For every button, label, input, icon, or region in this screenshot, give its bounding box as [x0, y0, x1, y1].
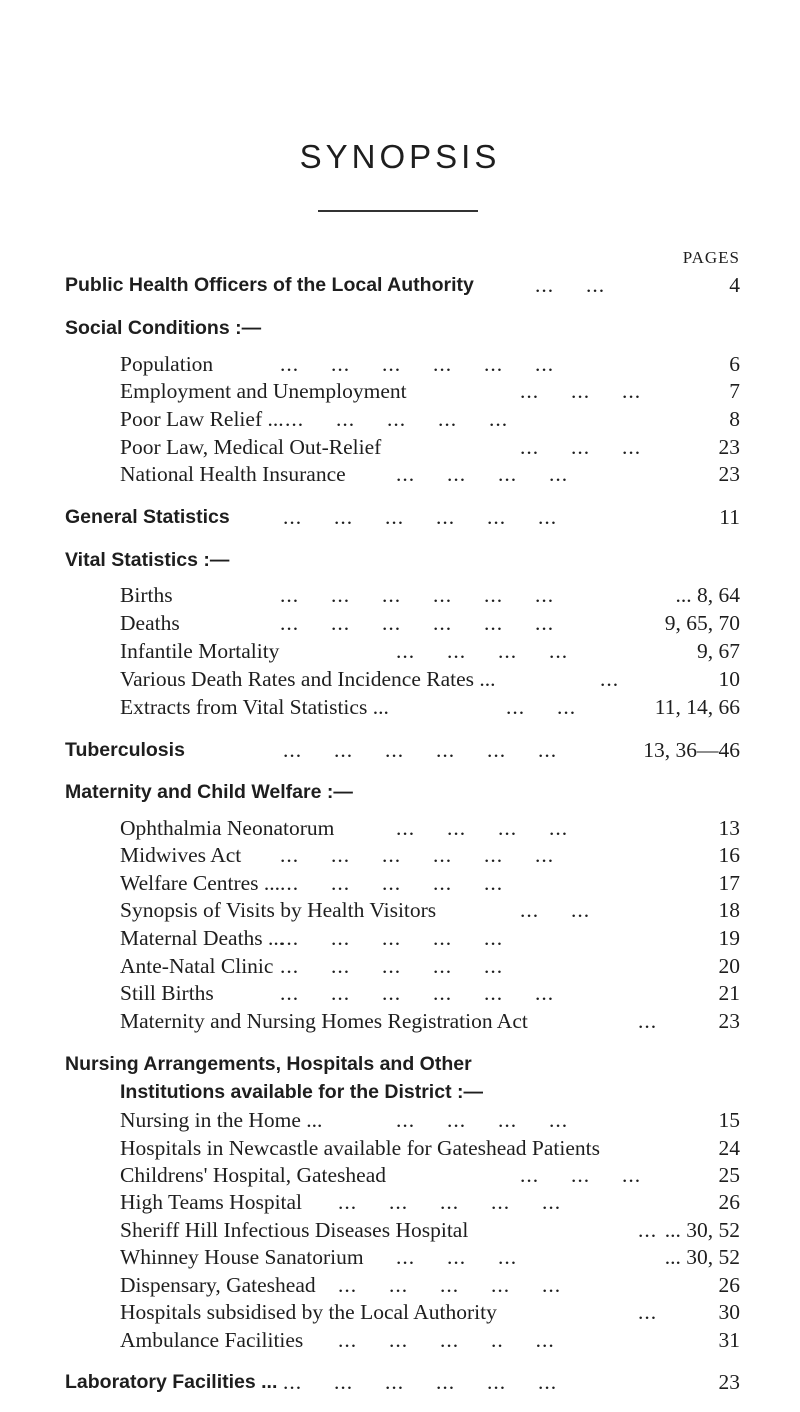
toc-entry-label: Laboratory Facilities ... — [65, 1371, 278, 1393]
toc-entry — [120, 1160, 740, 1190]
toc-entry — [120, 1297, 740, 1327]
dot-leader: ... ... ... ... — [396, 462, 569, 486]
toc-entry-label: Deaths — [120, 611, 180, 635]
toc-entry-label: Vital Statistics :— — [65, 549, 230, 571]
toc-entry — [120, 1242, 740, 1272]
toc-entry — [120, 580, 740, 610]
dot-leader: ... ... ... — [520, 379, 642, 403]
dot-leader: ... ... ... — [520, 435, 642, 459]
dot-leader: ... ... ... ... ... — [338, 1190, 562, 1214]
toc-page-number: 25 — [718, 1163, 740, 1187]
toc-entry-label: Welfare Centres ... — [120, 871, 281, 895]
dot-leader: ... ... ... ... ... ... — [283, 505, 558, 529]
dot-leader: ... ... — [506, 695, 577, 719]
toc-entry-label: Employment and Unemployment — [120, 379, 407, 403]
toc-entry-label: Midwives Act — [120, 843, 242, 867]
dot-leader: ... ... ... ... — [396, 1108, 569, 1132]
toc-entry — [120, 608, 740, 638]
toc-entry — [120, 1006, 740, 1036]
toc-page-number: 23 — [718, 1370, 740, 1394]
dot-leader: ... ... ... ... ... — [285, 407, 509, 431]
toc-page-number: 24 — [718, 1136, 740, 1160]
toc-page-number: 15 — [718, 1108, 740, 1132]
toc-page-number: 19 — [718, 926, 740, 950]
dot-leader: ... ... ... ... ... ... — [283, 738, 558, 762]
dot-leader: ... ... ... ... — [396, 816, 569, 840]
dot-leader: ... ... ... ... ... ... — [280, 981, 555, 1005]
toc-entry — [120, 1105, 740, 1135]
toc-entry-label: Maternity and Nursing Homes Registration Act — [120, 1009, 528, 1033]
toc-page-number: 13, 36—46 — [643, 738, 740, 762]
toc-entry — [120, 692, 740, 722]
toc-section-heading — [65, 545, 740, 575]
toc-entry — [120, 951, 740, 981]
toc-entry-label: Institutions available for the District :— — [120, 1081, 483, 1103]
toc-page-number: 13 — [718, 816, 740, 840]
toc-page-number: ... 30, 52 — [664, 1218, 740, 1242]
toc-section-heading — [65, 1367, 740, 1397]
toc-entry-label: Maternity and Child Welfare :— — [65, 781, 353, 803]
toc-page-number: 7 — [729, 379, 740, 403]
toc-section-heading — [65, 502, 740, 532]
toc-page-number: 23 — [718, 462, 740, 486]
toc-page-number: 16 — [718, 843, 740, 867]
toc-section-heading — [65, 777, 740, 807]
toc-page-number: 30 — [718, 1300, 740, 1324]
toc-entry — [120, 813, 740, 843]
toc-entry-label: Nursing in the Home ... — [120, 1108, 323, 1132]
toc-entry — [120, 1187, 740, 1217]
toc-page-number: 17 — [718, 871, 740, 895]
dot-leader: ... ... ... ... ... ... — [280, 583, 555, 607]
dot-leader: ... ... ... ... ... ... — [280, 352, 555, 376]
dot-leader: ... ... — [535, 273, 606, 297]
dot-leader: ... — [600, 667, 620, 691]
toc-entry — [120, 432, 740, 462]
toc-section-heading — [65, 735, 740, 765]
toc-page-number: 26 — [718, 1190, 740, 1214]
toc-entry — [120, 404, 740, 434]
toc-entry — [120, 978, 740, 1008]
dot-leader: ... ... ... ... ... — [280, 954, 504, 978]
dot-leader: ... — [638, 1300, 658, 1324]
toc-page-number: 21 — [718, 981, 740, 1005]
toc-entry-label: Sheriff Hill Infectious Diseases Hospital — [120, 1218, 469, 1242]
toc-page-number: ... 30, 52 — [664, 1245, 740, 1269]
dot-leader: ... ... — [520, 898, 591, 922]
dot-leader: ... ... ... ... ... — [280, 926, 504, 950]
toc-entry-label: High Teams Hospital — [120, 1190, 303, 1214]
toc-page-number: 26 — [718, 1273, 740, 1297]
toc-entry-label: Births — [120, 583, 173, 607]
toc-entry-label: Poor Law, Medical Out-Relief — [120, 435, 382, 459]
toc-entry-label: Public Health Officers of the Local Authority — [65, 274, 474, 296]
toc-entry-label: Hospitals subsidised by the Local Authority — [120, 1300, 497, 1324]
page-title: SYNOPSIS — [299, 138, 501, 175]
toc-page-number: ... 8, 64 — [675, 583, 740, 607]
toc-entry-label: Childrens' Hospital, Gateshead — [120, 1163, 386, 1187]
dot-leader: ... ... ... ... ... ... — [280, 611, 555, 635]
toc-entry — [120, 1325, 740, 1355]
toc-page-number: 8 — [729, 407, 740, 431]
toc-entry — [120, 664, 740, 694]
toc-entry — [120, 868, 740, 898]
toc-entry-label: Infantile Mortality — [120, 639, 280, 663]
pages-column-heading: PAGES — [682, 248, 740, 267]
toc-entry-label: Hospitals in Newcastle available for Gateshead Patients — [120, 1136, 601, 1160]
toc-entry-label: National Health Insurance — [120, 462, 346, 486]
dot-leader: ... — [638, 1009, 658, 1033]
toc-page-number: 23 — [718, 1009, 740, 1033]
dot-leader: ... ... ... ... ... — [280, 871, 504, 895]
toc-entry-label: Ophthalmia Neonatorum — [120, 816, 335, 840]
toc-page-number: 11 — [719, 505, 740, 529]
toc-section-heading — [120, 1077, 740, 1107]
toc-entry-label: General Statistics — [65, 506, 230, 528]
toc-page-number: 20 — [718, 954, 740, 978]
toc-entry-label: Various Death Rates and Incidence Rates ... — [120, 667, 496, 691]
toc-entry-label: Dispensary, Gateshead — [120, 1273, 316, 1297]
toc-entry — [120, 636, 740, 666]
toc-page-number: 10 — [718, 667, 740, 691]
toc-page-number: 23 — [718, 435, 740, 459]
toc-entry-label: Social Conditions :— — [65, 317, 262, 339]
toc-entry — [120, 459, 740, 489]
toc-entry — [120, 1133, 740, 1163]
toc-entry-label: Nursing Arrangements, Hospitals and Other — [65, 1053, 472, 1075]
toc-page-number: 6 — [729, 352, 740, 376]
toc-entry-label: Poor Law Relief ... — [120, 407, 284, 431]
toc-section-heading — [65, 270, 740, 300]
dot-leader: ... ... ... ... — [396, 639, 569, 663]
dot-leader: ... ... ... — [520, 1163, 642, 1187]
toc-section-heading — [65, 313, 740, 343]
dot-leader: ... ... ... — [396, 1245, 518, 1269]
toc-entry — [120, 840, 740, 870]
toc-entry — [120, 349, 740, 379]
toc-entry-label: Extracts from Vital Statistics ... — [120, 695, 389, 719]
toc-entry — [120, 895, 740, 925]
toc-entry-label: Tuberculosis — [65, 739, 185, 761]
title-underline — [318, 210, 478, 212]
dot-leader: ... ... ... ... ... ... — [283, 1370, 558, 1394]
toc-page-number: 31 — [718, 1328, 740, 1352]
toc-page-number: 18 — [718, 898, 740, 922]
toc-entry-label: Ambulance Facilities — [120, 1328, 304, 1352]
toc-entry — [120, 376, 740, 406]
toc-entry-label: Ante-Natal Clinic — [120, 954, 274, 978]
toc-entry — [120, 1215, 740, 1245]
toc-entry-label: Whinney House Sanatorium — [120, 1245, 364, 1269]
dot-leader: ... ... ... ... ... ... — [280, 843, 555, 867]
toc-page-number: 9, 65, 70 — [664, 611, 740, 635]
toc-page-number: 9, 67 — [697, 639, 740, 663]
dot-leader: ... ... ... .. ... — [338, 1328, 555, 1352]
toc-page-number: 4 — [729, 273, 740, 297]
toc-entry-label: Still Births — [120, 981, 214, 1005]
toc-entry — [120, 923, 740, 953]
toc-section-heading — [65, 1049, 740, 1079]
dot-leader: ... — [638, 1218, 658, 1242]
dot-leader: ... ... ... ... ... — [338, 1273, 562, 1297]
toc-entry — [120, 1270, 740, 1300]
toc-page-number: 11, 14, 66 — [654, 695, 740, 719]
toc-entry-label: Population — [120, 352, 214, 376]
toc-entry-label: Maternal Deaths ... — [120, 926, 285, 950]
toc-entry-label: Synopsis of Visits by Health Visitors — [120, 898, 437, 922]
